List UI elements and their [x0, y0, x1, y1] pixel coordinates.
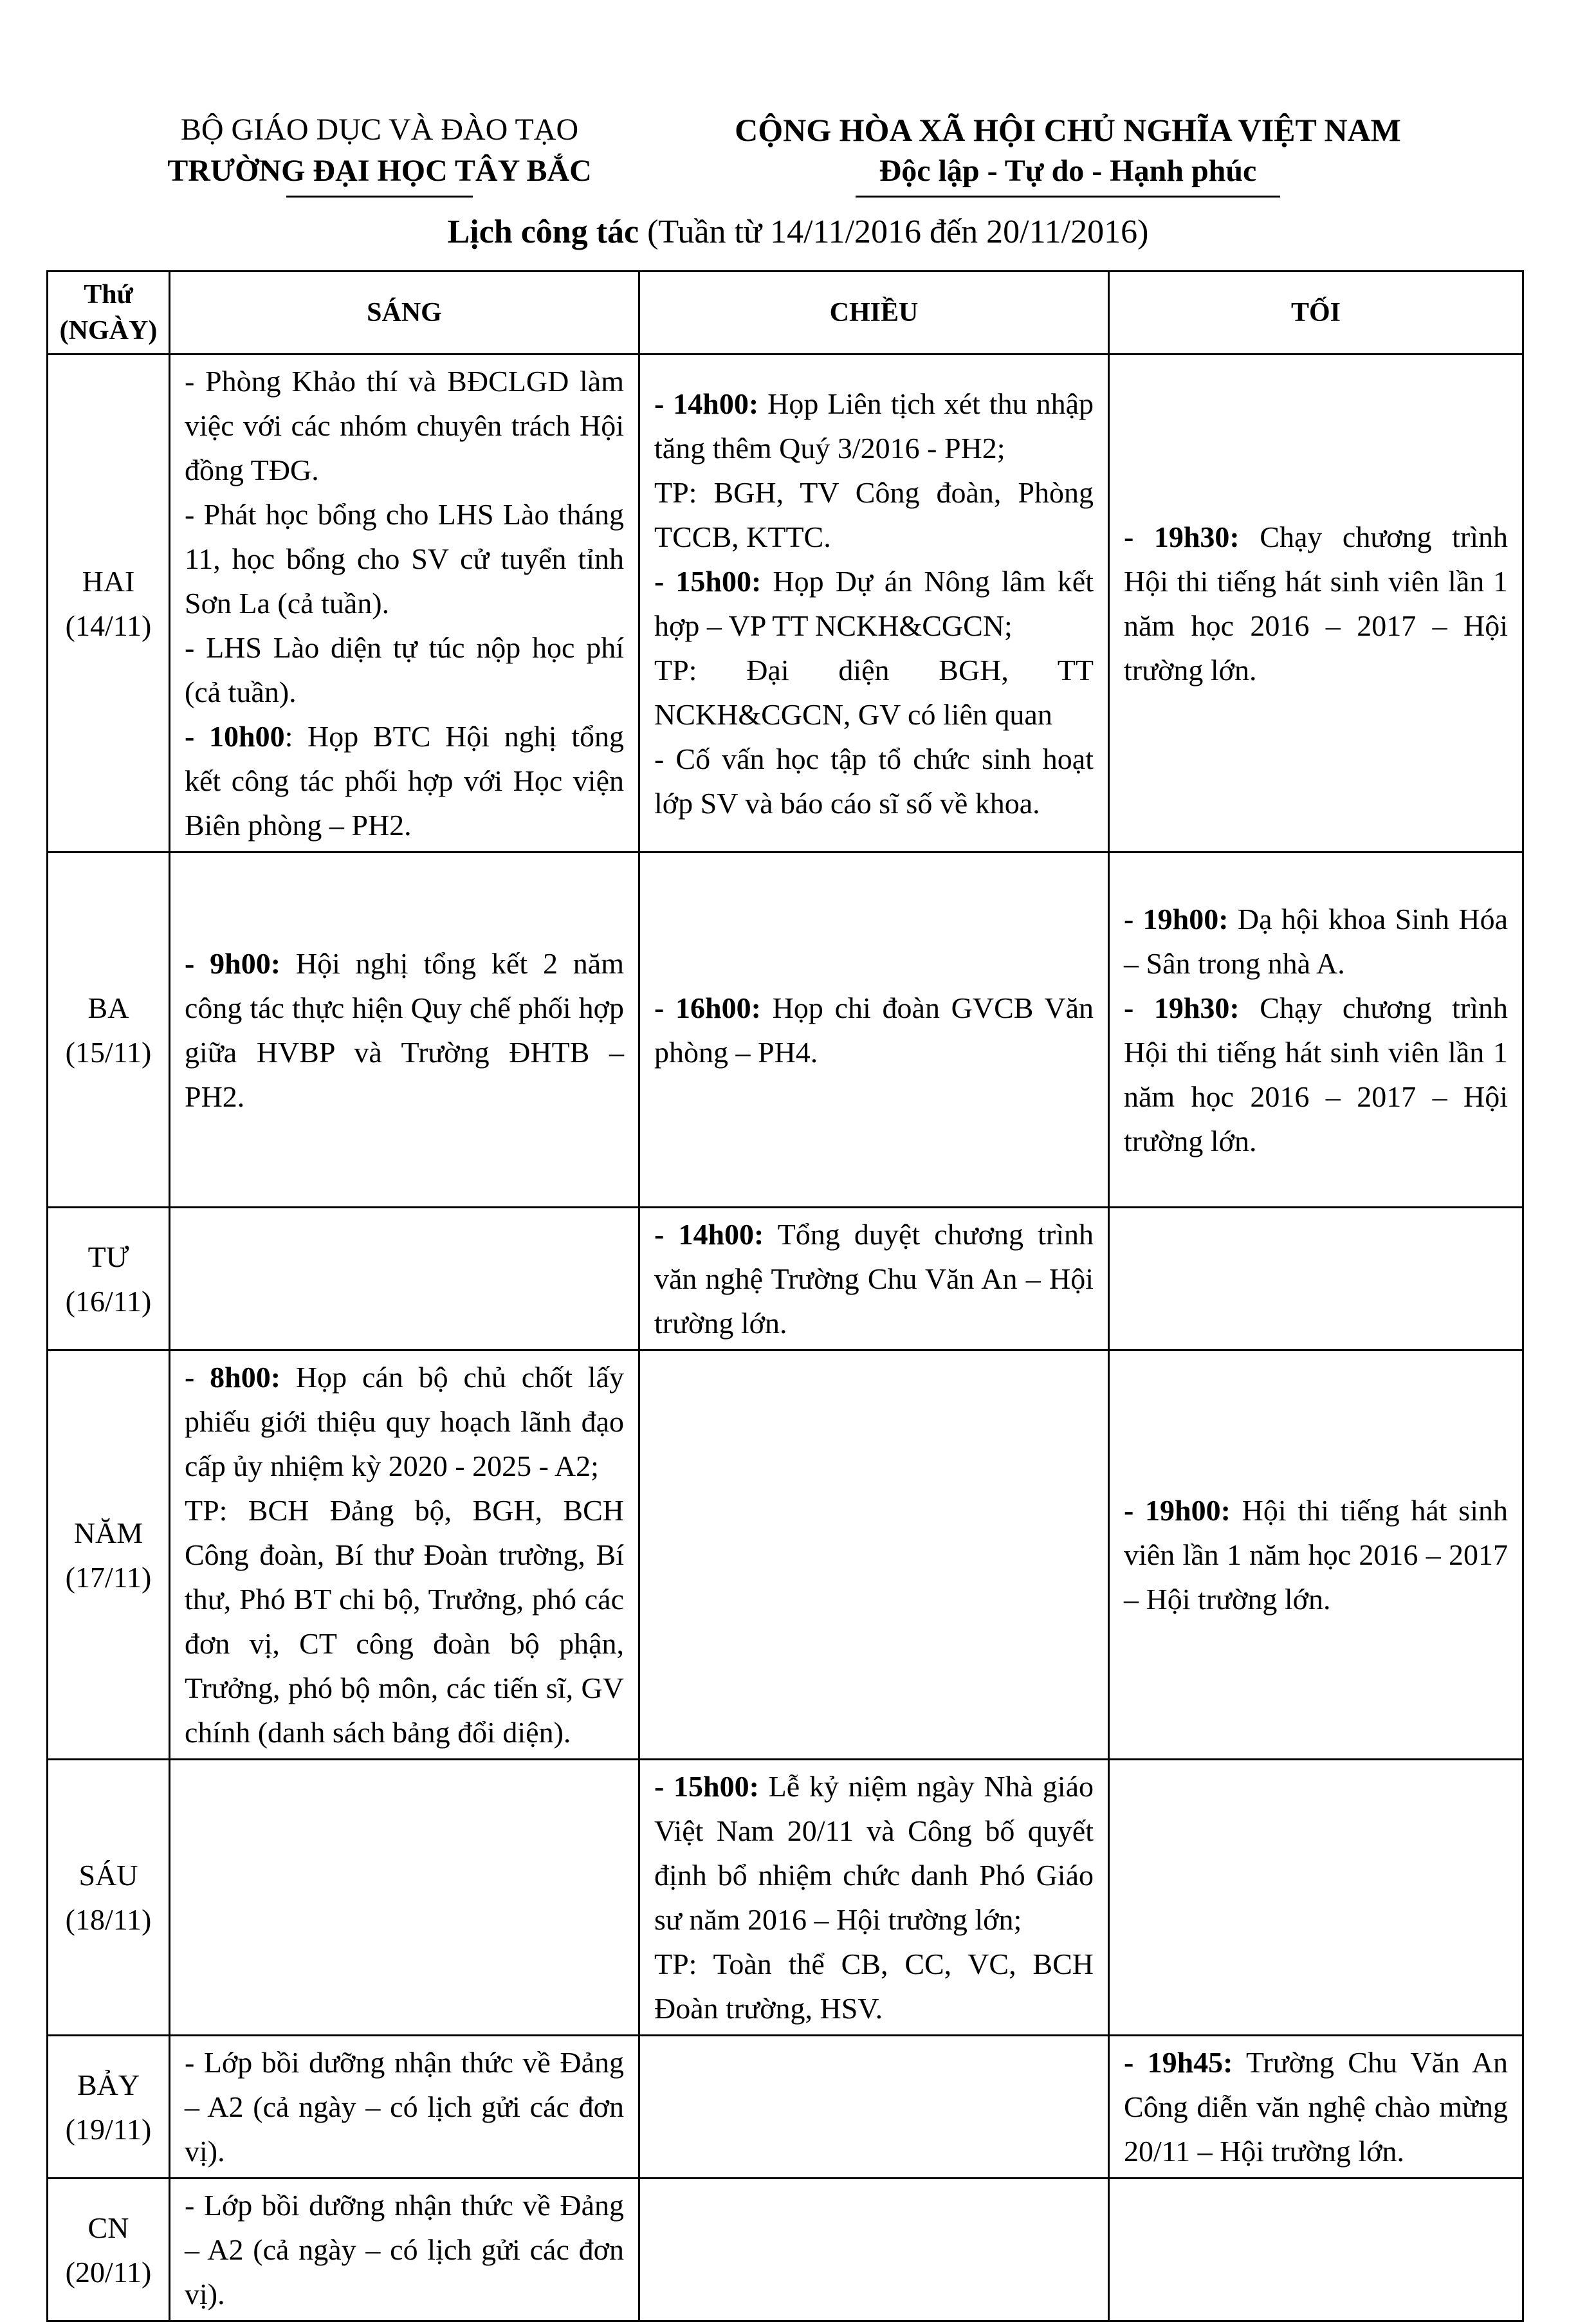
entry-text: - Cố vấn học tập tổ chức sinh hoạt lớp SV và báo cáo sĩ số về khoa.: [654, 742, 1094, 820]
schedule-entry: [654, 737, 1094, 825]
entry-time: - 19h00:: [1124, 902, 1229, 935]
entry-text: Họp cán bộ chủ chốt lấy phiếu giới thiệu quy hoạch lãnh đạo cấp ủy nhiệm kỳ 2020 - 2025 - A2;: [185, 1361, 624, 1482]
evening-cell: [1109, 355, 1523, 852]
schedule-table: [46, 270, 1524, 2322]
entry-time: - 15h00:: [654, 1770, 759, 1803]
schedule-entry: [654, 1942, 1094, 2031]
column-header-day-line1: Thứ: [84, 280, 133, 309]
day-date: (18/11): [65, 1903, 152, 1936]
entry-text: - LHS Lào diện tự túc nộp học phí (cả tuần).: [185, 631, 624, 708]
entry-text: - Phòng Khảo thí và BĐCLGD làm việc với các nhóm chuyên trách Hội đồng TĐG.: [185, 365, 624, 486]
table-row: [48, 1208, 1523, 1350]
day-label: NĂM: [73, 1516, 143, 1549]
university-underline: [286, 196, 473, 198]
schedule-entry: [654, 986, 1094, 1074]
table-row: [48, 2179, 1523, 2321]
entry-text: TP: BGH, TV Công đoàn, Phòng TCCB, KTTC.: [654, 475, 1094, 553]
day-label: CN: [87, 2211, 129, 2244]
entry-text: Hội nghị tổng kết 2 năm công tác thực hiện Quy chế phối hợp giữa HVBP và Trường ĐHTB – PH2.: [185, 946, 624, 1113]
table-row: [48, 1760, 1523, 2036]
afternoon-cell: [639, 2179, 1109, 2321]
day-date: (16/11): [65, 1284, 152, 1318]
morning-cell: [170, 2036, 639, 2179]
table-row: [48, 355, 1523, 852]
afternoon-cell: [639, 2036, 1109, 2179]
entry-time: - 15h00:: [654, 564, 762, 598]
afternoon-cell: [639, 1208, 1109, 1350]
entry-text: Dạ hội khoa Sinh Hóa – Sân trong nhà A.: [1124, 902, 1508, 980]
morning-cell: [170, 852, 639, 1208]
schedule-entry: [185, 2183, 624, 2316]
entry-time: - 10h00: [185, 720, 285, 753]
schedule-entry: [185, 625, 624, 714]
day-cell: [48, 1208, 170, 1350]
entry-text: Lễ kỷ niệm ngày Nhà giáo Việt Nam 20/11 và Công bố quyết định bổ nhiệm chức danh Phó Giáo sư năm 2016 – Hội trường lớn;: [654, 1770, 1094, 1936]
schedule-entry: [654, 470, 1094, 559]
schedule-title: [0, 210, 1596, 255]
entry-text: Chạy chương trình Hội thi tiếng hát sinh viên lần 1 năm học 2016 – 2017 – Hội trường lớn.: [1124, 520, 1508, 686]
evening-cell: [1109, 2179, 1523, 2321]
entry-text: TP: Toàn thể CB, CC, VC, BCH Đoàn trường, HSV.: [654, 1948, 1094, 2025]
afternoon-cell: [639, 1350, 1109, 1760]
column-header-morning: SÁNG: [170, 272, 639, 355]
evening-cell: [1109, 2036, 1523, 2179]
schedule-entry: [185, 2040, 624, 2173]
schedule-entry: [654, 382, 1094, 470]
schedule-entry: [654, 559, 1094, 648]
day-cell: [48, 852, 170, 1208]
entry-time: - 14h00:: [654, 1218, 764, 1251]
day-label: BA: [87, 991, 129, 1024]
evening-cell: [1109, 1760, 1523, 2036]
schedule-entry: [1124, 897, 1508, 986]
schedule-body: [48, 355, 1523, 2321]
motto: Độc lập - Tự do - Hạnh phúc: [879, 154, 1257, 188]
day-date: (20/11): [65, 2255, 152, 2289]
schedule-entry: [1124, 986, 1508, 1163]
schedule-entry: [185, 714, 624, 847]
day-label: SÁU: [78, 1859, 138, 1892]
entry-time: - 8h00:: [185, 1361, 281, 1394]
entry-time: - 14h00:: [654, 387, 759, 420]
afternoon-cell: [639, 852, 1109, 1208]
table-row: [48, 2036, 1523, 2179]
entry-text: : Họp BTC Hội nghị tổng kết công tác phối hợp với Học viện Biên phòng – PH2.: [185, 720, 625, 842]
schedule-entry: [185, 492, 624, 625]
morning-cell: [170, 1208, 639, 1350]
entry-time: - 19h30:: [1124, 520, 1240, 553]
day-date: (17/11): [65, 1560, 152, 1594]
schedule-entry: [654, 1764, 1094, 1942]
entry-text: Họp Dự án Nông lâm kết hợp – VP TT NCKH&CGCN;: [654, 564, 1094, 642]
morning-cell: [170, 2179, 639, 2321]
day-date: (15/11): [65, 1035, 152, 1069]
day-date: (14/11): [65, 609, 152, 642]
table-row: [48, 1350, 1523, 1760]
column-header-afternoon: CHIỀU: [639, 272, 1109, 355]
day-cell: [48, 1760, 170, 2036]
ministry-name: BỘ GIÁO DỤC VÀ ĐÀO TẠO: [180, 113, 579, 147]
entry-text: Họp Liên tịch xét thu nhập tăng thêm Quý 3/2016 - PH2;: [654, 387, 1094, 465]
day-cell: [48, 355, 170, 852]
schedule-entry: [1124, 515, 1508, 692]
day-cell: [48, 1350, 170, 1760]
schedule-title-period: (Tuần từ 14/11/2016 đến 20/11/2016): [639, 214, 1149, 250]
afternoon-cell: [639, 1760, 1109, 2036]
schedule-entry: [185, 1355, 624, 1488]
entry-text: - Phát học bổng cho LHS Lào tháng 11, học bổng cho SV cử tuyển tỉnh Sơn La (cả tuần).: [185, 498, 624, 620]
table-header-row: [48, 272, 1523, 355]
schedule-entry: [185, 1488, 624, 1755]
entry-time: - 9h00:: [185, 946, 281, 980]
morning-cell: [170, 1350, 639, 1760]
schedule-title-main: Lịch công tác: [447, 214, 639, 250]
schedule-entry: [654, 648, 1094, 737]
entry-text: - Lớp bồi dưỡng nhận thức về Đảng – A2 (cả ngày – có lịch gửi các đơn vị).: [185, 2046, 624, 2168]
morning-cell: [170, 1760, 639, 2036]
schedule-entry: [1124, 2040, 1508, 2173]
day-date: (19/11): [65, 2112, 152, 2146]
evening-cell: [1109, 1208, 1523, 1350]
ministry-block: [122, 109, 637, 198]
entry-text: Trường Chu Văn An Công diễn văn nghệ chào mừng 20/11 – Hội trường lớn.: [1124, 2046, 1508, 2168]
entry-text: TP: Đại diện BGH, TT NCKH&CGCN, GV có liên quan: [654, 653, 1094, 731]
column-header-day-line2: (NGÀY): [59, 316, 158, 346]
entry-time: - 19h00:: [1124, 1494, 1231, 1527]
afternoon-cell: [639, 355, 1109, 852]
entry-text: TP: BCH Đảng bộ, BGH, BCH Công đoàn, Bí thư Đoàn trường, Bí thư, Phó BT chi bộ, Trưởng, phó các đơn vị, CT công đoàn bộ phận, Trưởng, phó bộ môn, các tiến sĩ, GV chính (danh sách bảng đổi diện).: [185, 1494, 624, 1749]
entry-time: - 19h30:: [1124, 991, 1240, 1024]
day-label: TƯ: [87, 1240, 129, 1273]
entry-time: - 16h00:: [654, 991, 761, 1024]
day-label: BẢY: [77, 2068, 140, 2101]
schedule-entry: [1124, 1488, 1508, 1621]
entry-time: - 19h45:: [1124, 2046, 1233, 2079]
motto-underline: [856, 196, 1280, 198]
schedule-entry: [185, 359, 624, 492]
country-name: CỘNG HÒA XÃ HỘI CHỦ NGHĨA VIỆT NAM: [735, 112, 1401, 148]
entry-text: - Lớp bồi dưỡng nhận thức về Đảng – A2 (cả ngày – có lịch gửi các đơn vị).: [185, 2189, 624, 2310]
entry-text: Họp chi đoàn GVCB Văn phòng – PH4.: [654, 991, 1094, 1069]
day-cell: [48, 2036, 170, 2179]
day-cell: [48, 2179, 170, 2321]
column-header-day: [48, 272, 170, 355]
national-motto-block: [669, 109, 1467, 198]
entry-text: Hội thi tiếng hát sinh viên lần 1 năm học 2016 – 2017 – Hội trường lớn.: [1124, 1494, 1508, 1616]
morning-cell: [170, 355, 639, 852]
entry-text: Tổng duyệt chương trình văn nghệ Trường Chu Văn An – Hội trường lớn.: [654, 1218, 1094, 1340]
column-header-evening: TỐI: [1109, 272, 1523, 355]
schedule-entry: [185, 941, 624, 1119]
entry-text: Chạy chương trình Hội thi tiếng hát sinh viên lần 1 năm học 2016 – 2017 – Hội trường lớn.: [1124, 991, 1508, 1157]
university-name: TRƯỜNG ĐẠI HỌC TÂY BẮC: [167, 154, 592, 188]
table-row: [48, 852, 1523, 1208]
schedule-entry: [654, 1212, 1094, 1345]
evening-cell: [1109, 1350, 1523, 1760]
day-label: HAI: [82, 564, 135, 598]
evening-cell: [1109, 852, 1523, 1208]
